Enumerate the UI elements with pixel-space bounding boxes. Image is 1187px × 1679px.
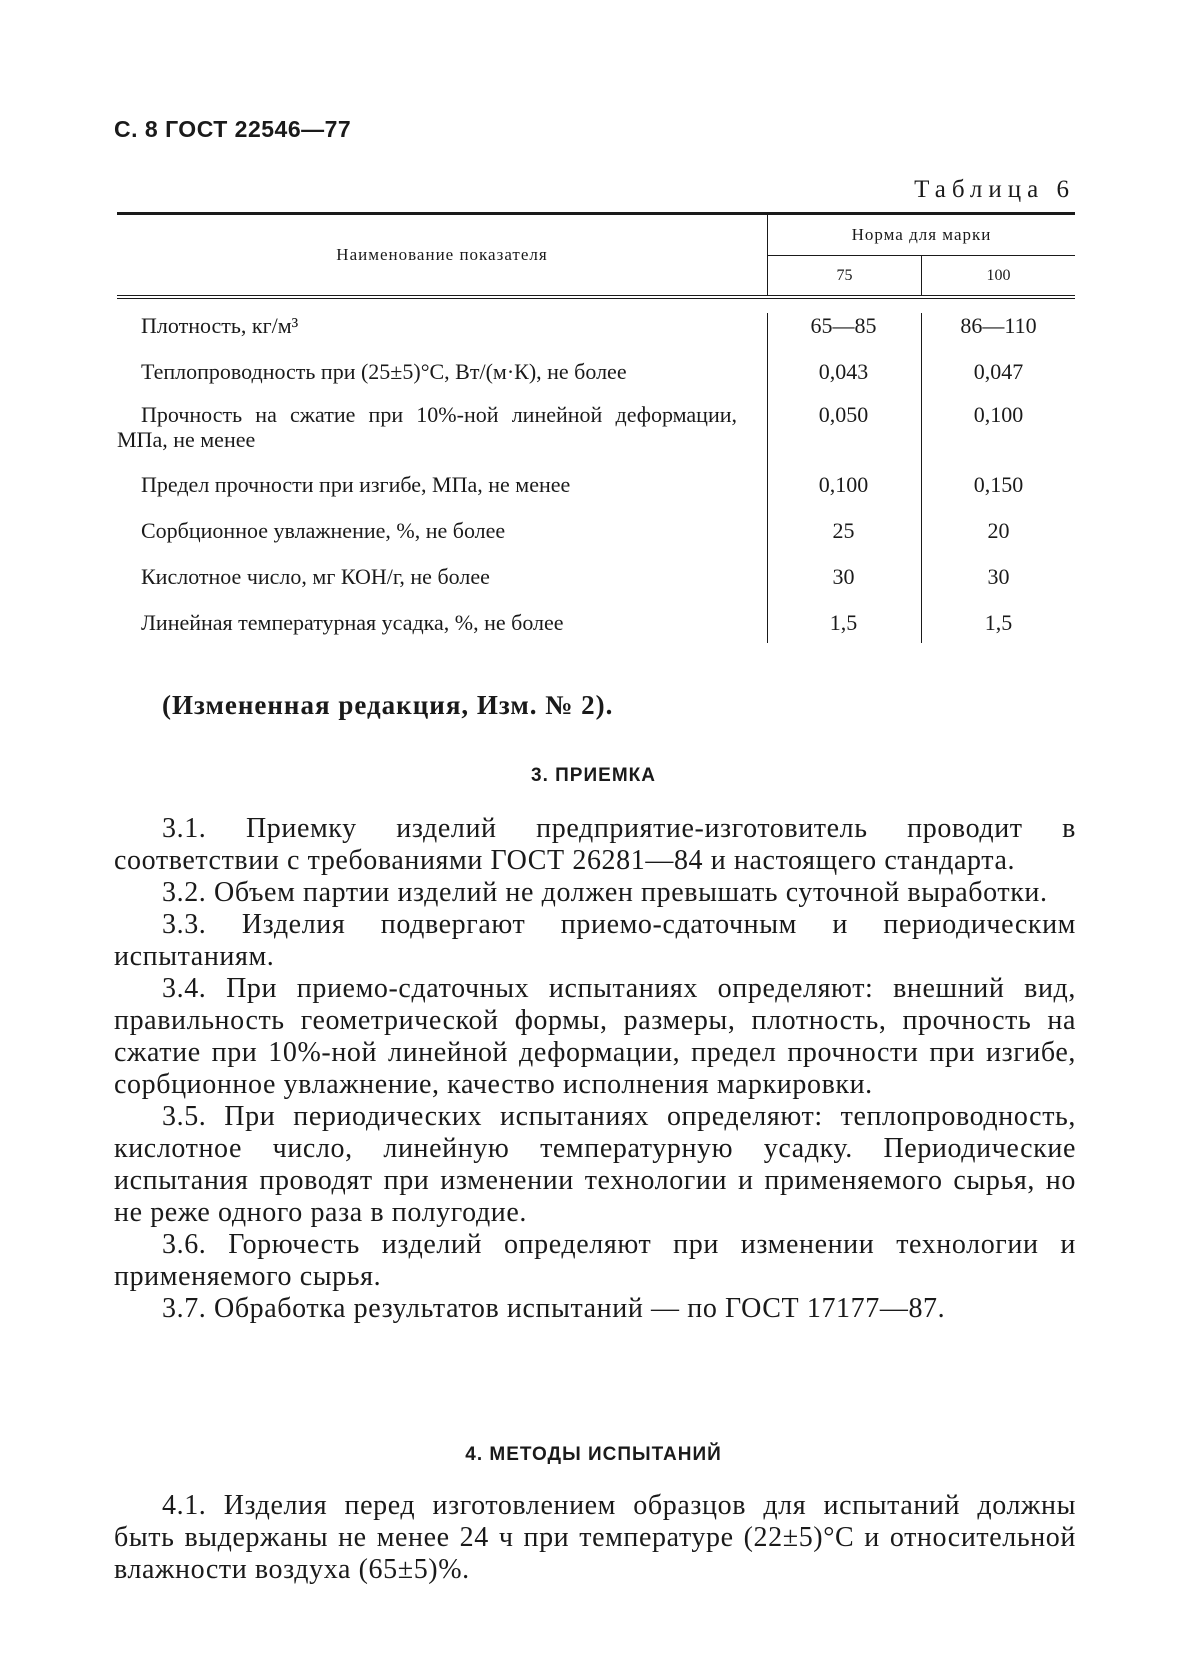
table-row <box>117 564 1075 589</box>
table-body <box>117 313 1075 643</box>
column-header-grade-75: 75 <box>768 256 922 295</box>
value-grade-75: 65—85 <box>810 313 877 338</box>
value-grade-100: 20 <box>987 518 1010 543</box>
paragraph-4-1: 4.1. Изделия перед изготовлением образцов для испытаний должны быть выдержаны не менее 24 ч при температуре (22±5)°С и относительной влажности воздуха (65±5)%. <box>114 1490 1076 1585</box>
column-header-grade-100: 100 <box>986 266 1011 284</box>
section-test-methods-text <box>114 1490 1076 1586</box>
value-grade-75: 1,5 <box>829 610 858 635</box>
column-divider <box>921 313 922 643</box>
paragraph-3-1: 3.1. Приемку изделий предприятие-изготовитель проводит в соответствии с требованиями ГОСТ 26281—84 и настоящего стандарта. <box>114 813 1076 876</box>
table-row <box>117 472 1075 497</box>
table-row <box>117 359 1075 384</box>
section-title-test-methods: 4. МЕТОДЫ ИСПЫТАНИЙ <box>465 1444 722 1465</box>
page-header: С. 8 ГОСТ 22546—77 <box>114 116 352 142</box>
properties-table <box>117 212 1075 643</box>
value-grade-100: 0,100 <box>973 402 1024 427</box>
table-header <box>117 212 1075 299</box>
paragraph-3-2: 3.2. Объем партии изделий не должен превышать суточной выработки. <box>162 877 1048 908</box>
paragraph-3-7: 3.7. Обработка результатов испытаний — по ГОСТ 17177—87. <box>162 1293 946 1324</box>
table-row <box>117 402 1075 452</box>
value-grade-75: 0,100 <box>818 472 869 497</box>
section-title-acceptance: 3. ПРИЕМКА <box>531 765 656 786</box>
table-caption: Таблица 6 <box>914 176 1075 203</box>
property-name: Сорбционное увлажнение, %, не более <box>141 518 506 543</box>
paragraph-3-3: 3.3. Изделия подвергают приемо-сдаточным и периодическим испытаниям. <box>114 909 1076 972</box>
value-grade-75: 25 <box>832 518 855 543</box>
column-divider <box>767 313 768 643</box>
value-grade-100: 1,5 <box>984 610 1013 635</box>
table-row <box>117 518 1075 543</box>
amendment-note: (Измененная редакция, Изм. № 2). <box>162 690 614 720</box>
value-grade-100: 0,047 <box>973 359 1024 384</box>
property-name: Кислотное число, мг КОН/г, не более <box>141 564 490 589</box>
table-row <box>117 313 1075 338</box>
column-header-norm: Норма для марки <box>768 215 1075 256</box>
property-name: Прочность на сжатие при 10%-ной линейной деформации, МПа, не менее <box>117 402 737 452</box>
property-name: Линейная температурная усадка, %, не более <box>141 610 564 635</box>
value-grade-100: 86—110 <box>960 313 1037 338</box>
value-grade-100: 0,150 <box>973 472 1024 497</box>
property-name: Плотность, кг/м³ <box>141 313 299 338</box>
value-grade-100: 30 <box>987 564 1010 589</box>
paragraph-3-5: 3.5. При периодических испытаниях определяют: теплопроводность, кислотное число, линейную температурную усадку. Периодические испытания проводят при изменении технологии и применяемого сырья, но не реже одного раза в полугодие. <box>114 1101 1076 1228</box>
table-row <box>117 610 1075 643</box>
value-grade-75: 30 <box>832 564 855 589</box>
property-name: Предел прочности при изгибе, МПа, не менее <box>141 472 571 497</box>
paragraph-3-6: 3.6. Горючесть изделий определяют при изменении технологии и применяемого сырья. <box>114 1229 1076 1292</box>
property-name: Теплопроводность при (25±5)°С, Вт/(м·К), не более <box>141 359 627 384</box>
section-acceptance-text <box>114 813 1076 1325</box>
value-grade-75: 0,043 <box>818 359 869 384</box>
column-header-name: Наименование показателя <box>117 215 768 295</box>
paragraph-3-4: 3.4. При приемо-сдаточных испытаниях определяют: внешний вид, правильность геометрической формы, размеры, плотность, прочность на сжатие при 10%-ной линейной деформации, предел прочности при изгибе, сорбционное увлажнение, качество исполнения маркировки. <box>114 973 1076 1100</box>
value-grade-75: 0,050 <box>818 402 869 427</box>
